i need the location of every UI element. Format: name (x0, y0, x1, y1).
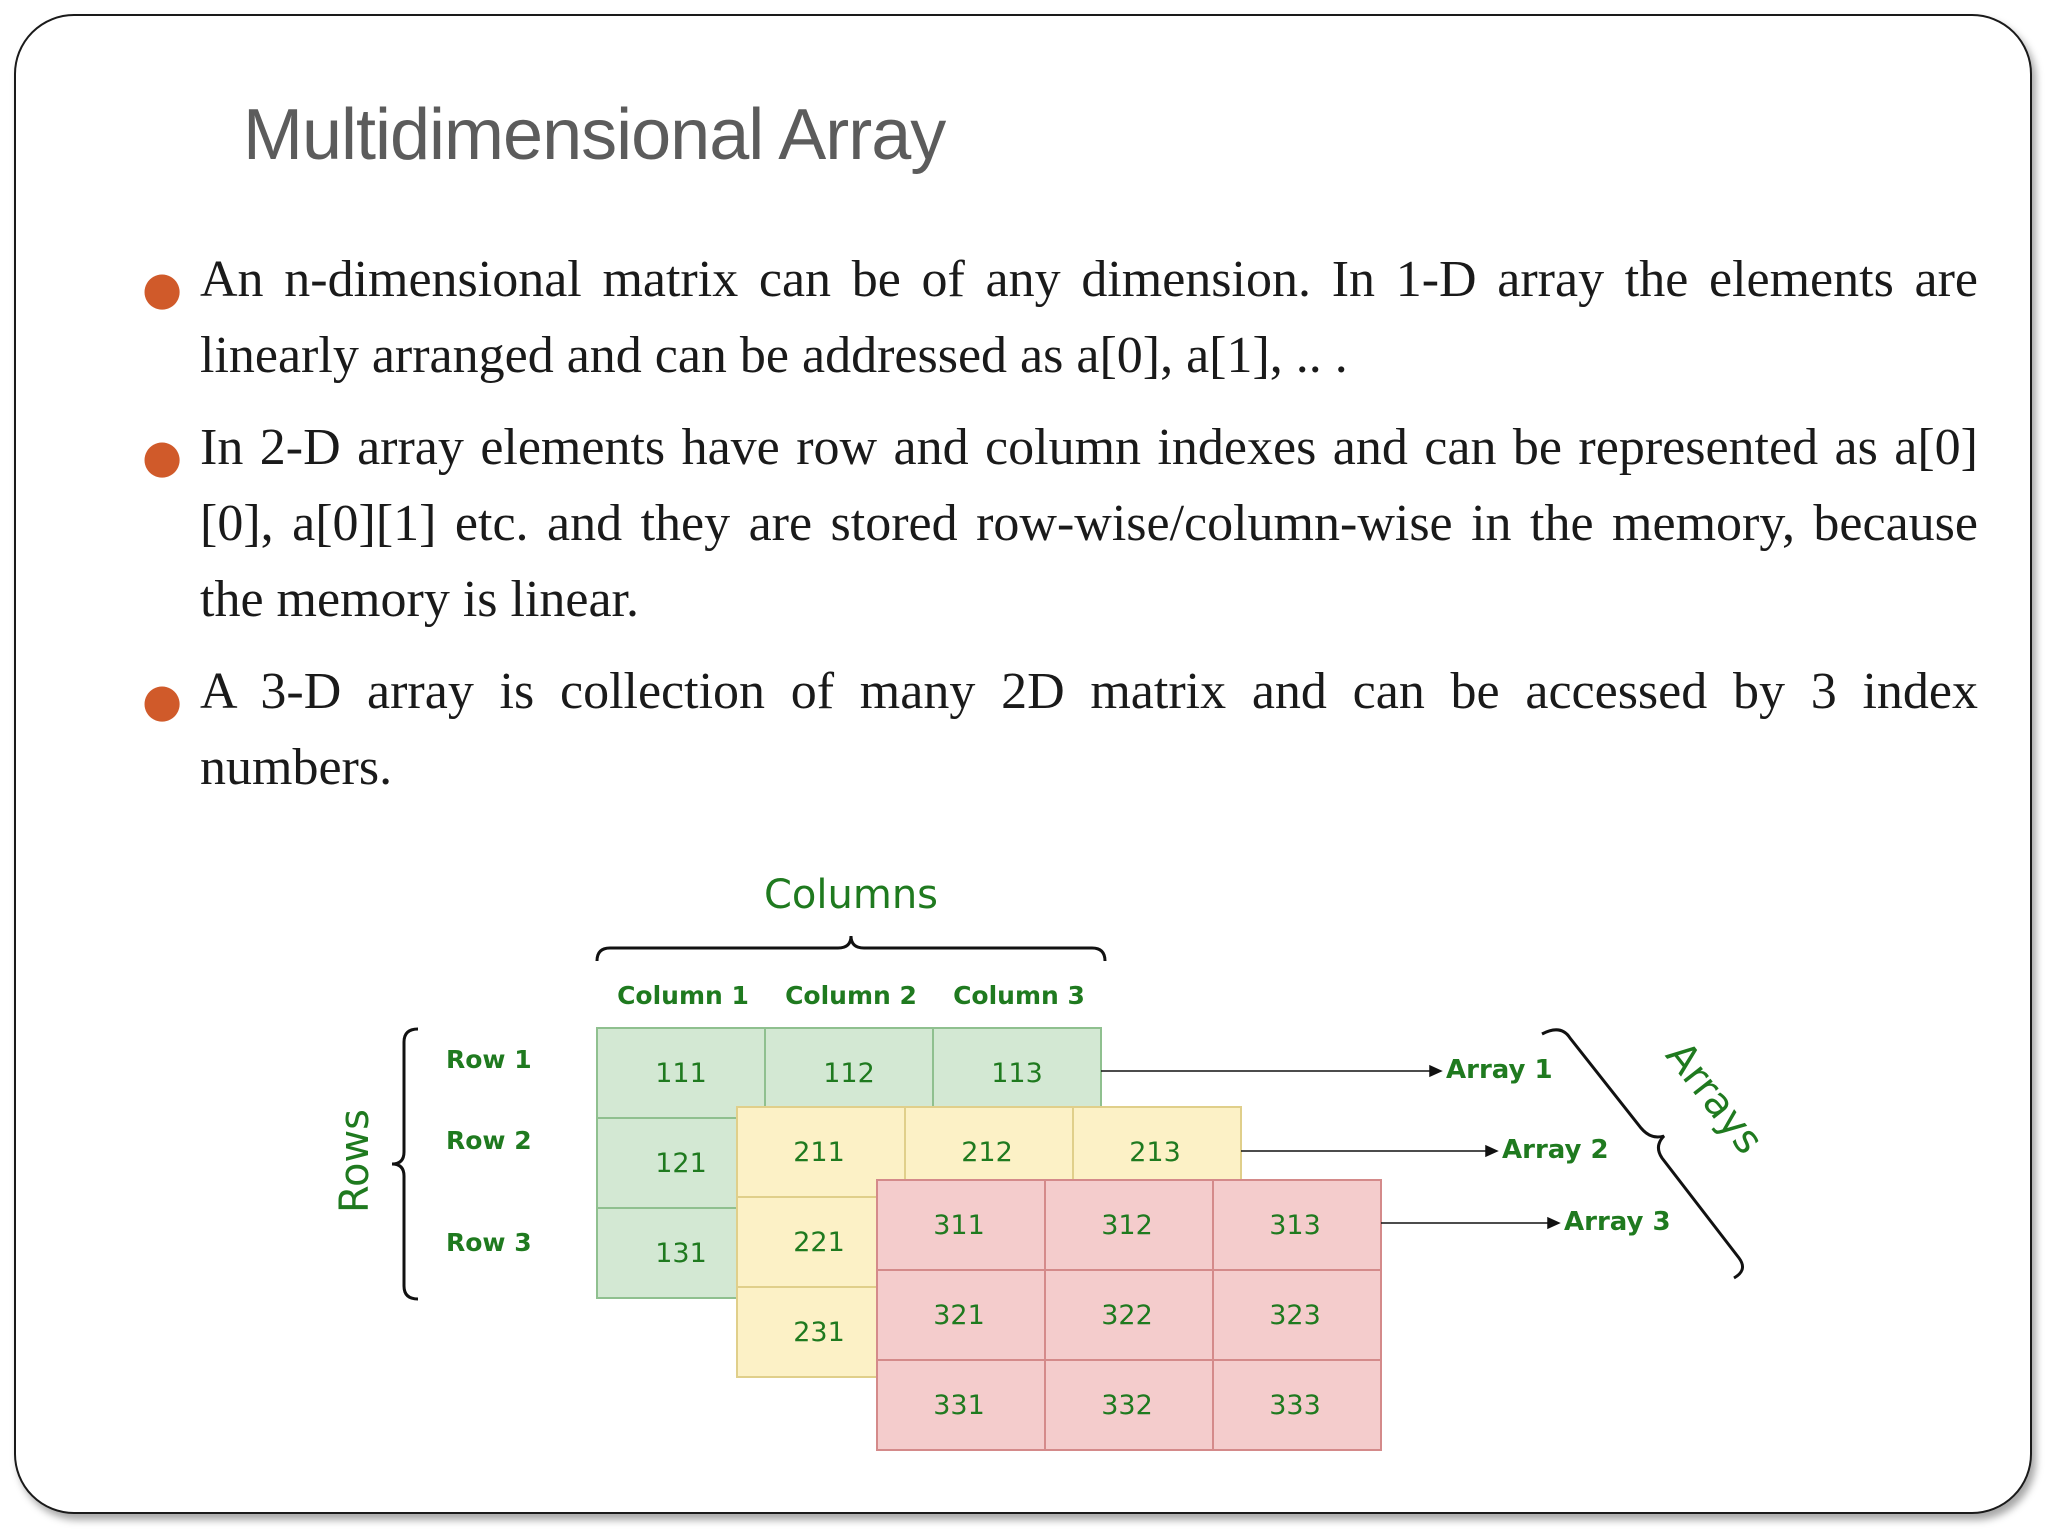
cell-value: 211 (793, 1137, 845, 1168)
column-header: Column 2 (785, 981, 917, 1010)
cell-value: 333 (1269, 1390, 1321, 1421)
bullet-dot-icon: ● (142, 673, 183, 727)
slide-title: Multidimensional Array (243, 95, 946, 175)
cell-value: 113 (991, 1058, 1043, 1089)
cell-value: 311 (933, 1210, 985, 1241)
bullet-item (142, 410, 1978, 638)
bullet-text: A 3-D array is collection of many 2D matrix and can be accessed by 3 index numbers. (200, 663, 1978, 796)
slide (14, 14, 2032, 1514)
array-label: Array 2 (1502, 1135, 1609, 1165)
array-diagram (306, 866, 1786, 1466)
cell-value: 221 (793, 1227, 845, 1258)
cell-value: 212 (961, 1137, 1013, 1168)
rows-label: Rows (332, 1108, 378, 1214)
row-label: Row 3 (446, 1228, 532, 1257)
cell-value: 231 (793, 1317, 845, 1348)
arrow-head-icon (1548, 1218, 1559, 1228)
array-label: Array 1 (1446, 1055, 1553, 1085)
cell-value: 121 (655, 1148, 707, 1179)
cell-value: 321 (933, 1300, 985, 1331)
cell-value: 322 (1101, 1300, 1153, 1331)
cell-value: 312 (1101, 1210, 1153, 1241)
cell-value: 131 (655, 1238, 707, 1269)
bullet-text: An n-dimensional matrix can be of any dimension. In 1-D array the elements are linearly arranged and can be addressed as a[0], a[1], .. . (200, 251, 1978, 384)
columns-brace (597, 936, 1105, 961)
cell-value: 111 (655, 1058, 707, 1089)
cell-value: 332 (1101, 1390, 1153, 1421)
row-label: Row 1 (446, 1045, 532, 1074)
bullet-text: In 2-D array elements have row and column indexes and can be represented as a[0][0], a[0][1] etc. and they are stored row-wise/column-wise in the memory, because the memory is linear. (200, 419, 1978, 628)
arrow-head-icon (1486, 1146, 1497, 1156)
bullet-item (142, 654, 1978, 806)
arrow-head-icon (1430, 1066, 1441, 1076)
bullet-item (142, 242, 1978, 394)
arrays-label: Arrays (1656, 1033, 1772, 1163)
cell-value: 313 (1269, 1210, 1321, 1241)
bullet-dot-icon: ● (142, 261, 183, 315)
row-label: Row 2 (446, 1126, 532, 1155)
rows-brace (392, 1029, 418, 1299)
cell-value: 331 (933, 1390, 985, 1421)
bullet-list (142, 242, 1978, 822)
column-header: Column 3 (953, 981, 1085, 1010)
columns-label: Columns (763, 872, 939, 918)
bullet-dot-icon: ● (142, 429, 183, 483)
cell-value: 323 (1269, 1300, 1321, 1331)
cell-value: 213 (1129, 1137, 1181, 1168)
array-label: Array 3 (1564, 1207, 1671, 1237)
column-header: Column 1 (617, 981, 749, 1010)
cell-value: 112 (823, 1058, 875, 1089)
